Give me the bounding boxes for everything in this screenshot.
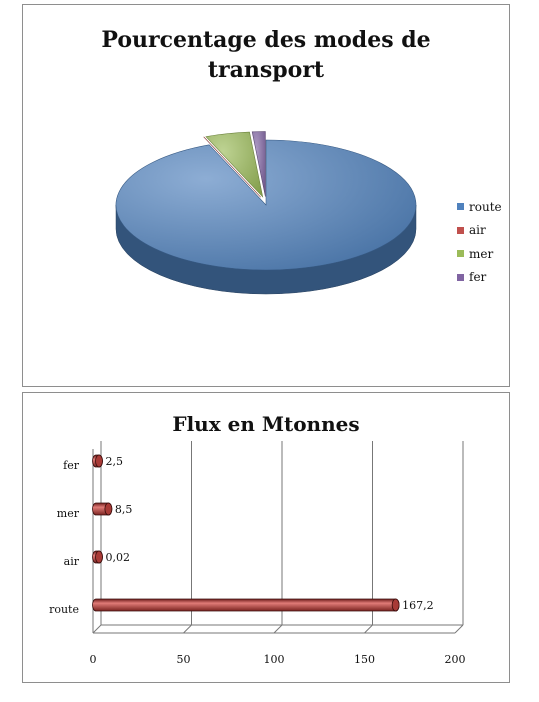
floor-gridline <box>184 625 192 633</box>
x-tick-label: 50 <box>176 653 191 666</box>
bar-cap-mer <box>105 503 112 515</box>
floor-gridline <box>365 625 373 633</box>
data-label-air: 0,02 <box>105 551 130 564</box>
pie-chart-plot <box>23 5 509 386</box>
x-tick-label: 0 <box>89 653 97 666</box>
floor-gridline <box>455 625 463 633</box>
data-label-mer: 8,5 <box>114 503 133 516</box>
bar-chart-panel <box>22 392 510 683</box>
floor-gridline <box>93 625 101 633</box>
legend-item-fer <box>457 266 502 290</box>
bar-route <box>93 599 400 611</box>
legend-item-air <box>457 219 502 243</box>
legend-label: mer <box>469 246 494 261</box>
bar-chart-plot <box>23 393 509 682</box>
bar-cap-route <box>392 599 399 611</box>
x-tick-label: 100 <box>263 653 285 666</box>
legend-swatch <box>457 227 464 234</box>
category-label-fer: fer <box>63 459 79 472</box>
legend-label: air <box>469 223 486 238</box>
legend-label: route <box>469 199 502 214</box>
pie-title-line-1: Pourcentage des modes de <box>101 27 431 53</box>
bar-cap-fer <box>96 455 103 467</box>
pie-slice-route <box>116 140 416 270</box>
x-tick-label: 200 <box>444 653 466 666</box>
category-label-mer: mer <box>56 507 79 520</box>
floor-gridline <box>274 625 282 633</box>
legend-swatch <box>457 274 464 281</box>
data-label-fer: 2,5 <box>105 455 123 468</box>
legend-item-mer <box>457 242 502 266</box>
bar-chart-title: Flux en Mtonnes <box>172 412 360 436</box>
legend-swatch <box>457 203 464 210</box>
bar-cap-air <box>96 551 103 563</box>
x-tick-label: 150 <box>354 653 375 666</box>
category-label-route: route <box>49 603 79 616</box>
pie-title-line-2: transport <box>207 57 325 83</box>
legend-item-route <box>457 195 502 219</box>
category-label-air: air <box>63 555 79 568</box>
pie-chart-legend <box>457 195 502 289</box>
legend-swatch <box>457 250 464 257</box>
data-label-route: 167,2 <box>402 599 434 612</box>
pie-chart-panel <box>22 4 510 387</box>
legend-label: fer <box>469 270 487 285</box>
